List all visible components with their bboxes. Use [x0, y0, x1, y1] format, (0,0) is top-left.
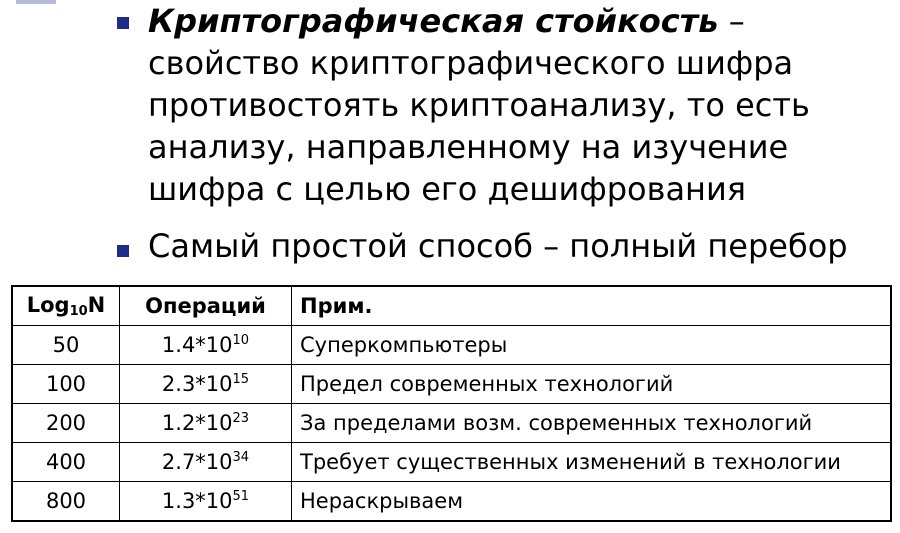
definition-line: шифра с целью его дешифрования [148, 170, 747, 208]
cell-note: Суперкомпьютеры [292, 326, 892, 365]
table-row [12, 326, 891, 365]
cell-exponent: 51 [232, 489, 250, 504]
cell-operations: $1.3*10^{51}$ [120, 482, 292, 522]
square-bullet-icon [117, 17, 129, 29]
definition-line: свойство криптографического шифра [148, 44, 794, 82]
brute-force-text: Самый простой способ – полный перебор [148, 227, 848, 265]
bullet-list [115, 0, 885, 265]
cell-exponent: 23 [232, 411, 250, 426]
cell-exponent: 10 [232, 333, 250, 348]
table-row [12, 404, 891, 443]
definition-line: анализу, направленному на изучение [148, 128, 789, 166]
cell-log: 800 [12, 482, 120, 522]
cell-note: Нераскрываем [292, 482, 892, 522]
table-row [12, 482, 891, 522]
cell-log: 100 [12, 365, 120, 404]
table-row [12, 365, 891, 404]
definition-line: противостоять криптоанализу, то есть [148, 86, 810, 124]
cell-operations: $1.2*10^{23}$ [120, 404, 292, 443]
term-dash: – [718, 2, 745, 40]
cell-exponent: 15 [232, 372, 250, 387]
cell-operations: $1.4*10^{10}$ [120, 326, 292, 365]
cell-note: За пределами возм. современных технологий [292, 404, 892, 443]
cell-operations: $2.3*10^{15}$ [120, 365, 292, 404]
header-note: Прим. [292, 286, 892, 326]
strength-table [11, 285, 892, 522]
table-row [12, 443, 891, 482]
bullet-brute-force [115, 225, 848, 267]
cell-log: 200 [12, 404, 120, 443]
table-header-row [12, 286, 891, 326]
header-log-subscript: 10 [69, 304, 88, 319]
header-operations: Операций [120, 286, 292, 326]
header-log: Log$_{10}$N [12, 286, 120, 326]
cell-note: Требует существенных изменений в технологии [292, 443, 892, 482]
bullet-definition [115, 0, 885, 210]
square-bullet-icon [117, 245, 129, 257]
definition-first-line [148, 0, 885, 42]
cell-log: 50 [12, 326, 120, 365]
cell-operations: $2.7*10^{34}$ [120, 443, 292, 482]
cell-log: 400 [12, 443, 120, 482]
term-crypto-strength: Криптографическая стойкость [148, 2, 719, 40]
slide-top-fragment [16, 0, 56, 4]
cell-note: Предел современных технологий [292, 365, 892, 404]
cell-exponent: 34 [232, 450, 250, 465]
